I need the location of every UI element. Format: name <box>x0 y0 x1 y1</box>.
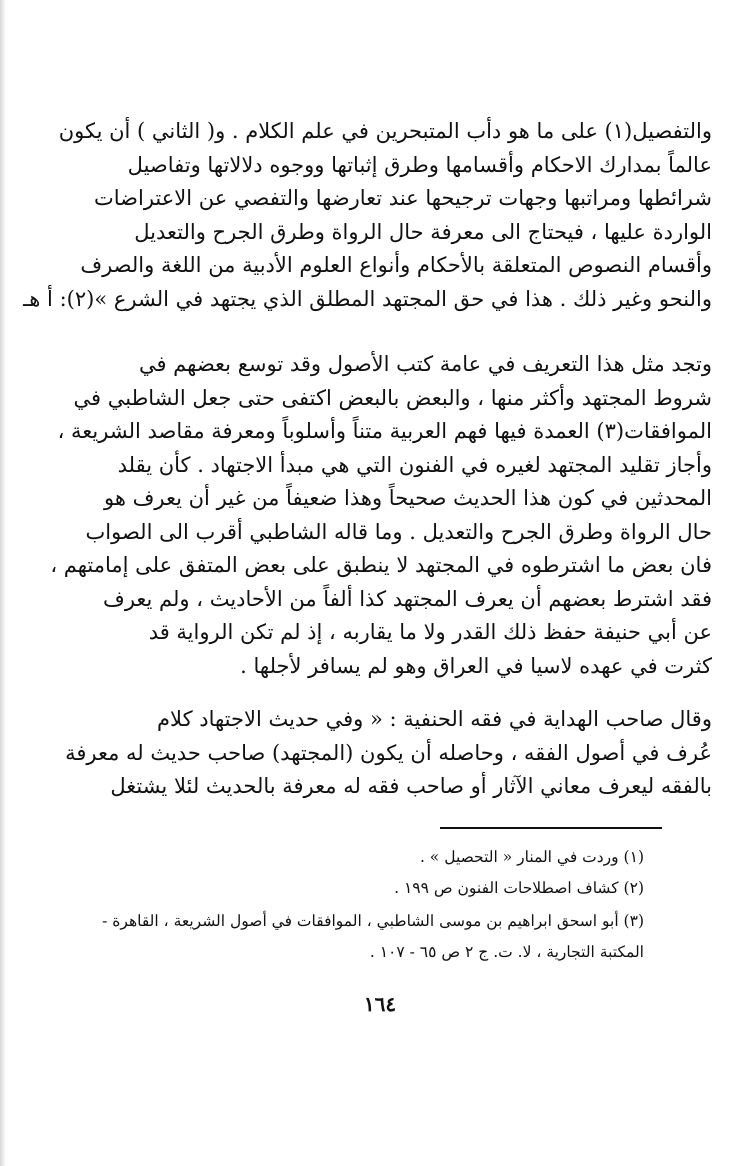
footnotes <box>96 842 644 966</box>
text-line: وقال صاحب الهداية في فقه الحنفية : « وفي حديث الاجتهاد كلام <box>157 707 712 731</box>
footnote-3: (٣) أبو اسحق ابراهيم بن موسى الشاطبي ، الموافقات في أصول الشريعة ، القاهرة - <box>102 912 644 930</box>
text-line: المحدثين في كون هذا الحديث صحيحاً وهذا ضعيفاً من غير أن يعرف هو <box>104 486 712 510</box>
text-line: عُرف في أصول الفقه ، وحاصله أن يكون (المجتهد) صاحب حديث له معرفة <box>65 740 712 765</box>
text-line: كثرت في عهده لاسيا في العراق وهو لم يسافر لأجلها . <box>240 653 712 678</box>
footnote-separator <box>440 827 662 829</box>
footnote-1: (١) وردت في المنار « التحصيل » . <box>419 848 644 866</box>
paragraph-3 <box>65 703 712 804</box>
paragraph-1 <box>23 115 712 316</box>
text-line: الموافقات(٣) العمدة فيها فهم العربية متناً وأسلوباً ومعرفة مقاصد الشريعة ، <box>57 419 712 443</box>
text-line: شروط المجتهد وأكثر منها ، والبعض بالبعض اكتفى حتى جعل الشاطبي في <box>73 385 712 410</box>
text-line: حال الرواة وطرق الجرح والتعديل . وما قاله الشاطبي أقرب الى الصواب <box>85 519 712 544</box>
text-line: عن أبي حنيفة حفظ ذلك القدر ولا ما يقاربه ، إذ لم تكن الرواية قد <box>148 620 712 644</box>
text-line: فان بعض ما اشترطوه في المجتهد لا ينطبق على بعض المتفق على إمامتهم ، <box>50 553 712 577</box>
footnote-3-continued: المكتبة التجارية ، لا. ت. ج ٢ ص ٦٥ - ١٠٧ . <box>369 943 644 961</box>
text-line: وأقسام النصوص المتعلقة بالأحكام وأنواع العلوم الأدبية من اللغة والصرف <box>80 253 712 277</box>
text-line: وأجاز تقليد المجتهد لغيره في الفنون التي هي مبدأ الاجتهاد . كأن يقلد <box>117 452 712 477</box>
page-number: ١٦٤ <box>363 992 397 1016</box>
text-line: والتفصيل(١) على ما هو دأب المتبحرين في علم الكلام . و( الثاني ) أن يكون <box>58 119 712 143</box>
text-line: فقد اشترط بعضهم أن يعرف المجتهد كذا ألفاً من الأحاديث ، ولم يعرف <box>103 586 712 611</box>
paragraph-2 <box>50 348 712 683</box>
text-line: شرائطها ومراتبها وجهات ترجيحها عند تعارضها والتفصي عن الاعتراضات <box>94 186 712 210</box>
text-line: والنحو وغير ذلك . هذا في حق المجتهد المطلق الذي يجتهد في الشرع »(٢): أ هـ <box>23 286 712 311</box>
text-line: عالماً بمدارك الاحكام وأقسامها وطرق إثباتها ووجوه دلالاتها وتفاصيل <box>127 152 712 177</box>
footnote-2: (٢) كشاف اصطلاحات الفنون ص ١٩٩ . <box>394 879 644 897</box>
text-line: بالفقه ليعرف معاني الآثار أو صاحب فقه له معرفة بالحديث لئلا يشتغل <box>110 774 712 798</box>
scan-edge-shadow <box>0 0 6 1166</box>
text-line: وتجد مثل هذا التعريف في عامة كتب الأصول وقد توسع بعضهم في <box>138 352 712 376</box>
text-line: الواردة عليها ، فيحتاج الى معرفة حال الرواة وطرق الجرح والتعديل <box>134 219 712 244</box>
